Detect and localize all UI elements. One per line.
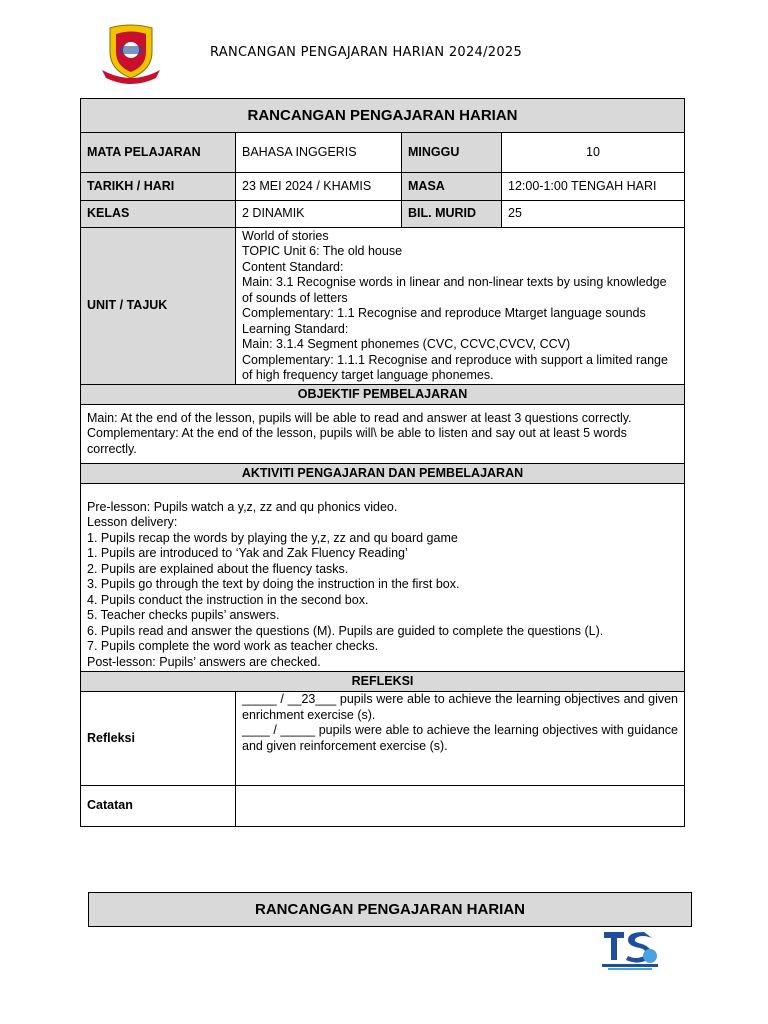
mata-pelajaran-label: MATA PELAJARAN — [81, 133, 236, 173]
kelas-label: KELAS — [81, 201, 236, 228]
catatan-value — [236, 786, 685, 827]
minggu-label: MINGGU — [402, 133, 502, 173]
unit-label: UNIT / TAJUK — [81, 228, 236, 385]
bil-murid-value: 25 — [502, 201, 685, 228]
page-header-title: RANCANGAN PENGAJARAN HARIAN 2024/2025 — [210, 45, 523, 60]
bil-murid-label: BIL. MURID — [402, 201, 502, 228]
refleksi-value — [236, 692, 685, 786]
aktiviti-header: AKTIVITI PENGAJARAN DAN PEMBELAJARAN — [81, 464, 685, 484]
lesson-plan-table — [80, 98, 685, 827]
aktiviti-value: Pre-lesson: Pupils watch a y,z, zz and qu phonics video. Lesson delivery: 1. Pupils recap the words by playing the y,z, zz and qu board game 1. Pupils are introduced to ‘Yak and Zak Fluency Reading’ 2. Pupils are explained about the fluency tasks. 3. Pupils go through the text by doing the instruction in the first box. 4. Pupils conduct the instruction in the second box. 5. Teacher checks pupils’ answers. 6. Pupils read and answer the questions (M). Pupils are guided to complete the questions (L). 7. Pupils complete the word work as teacher checks. Post-lesson: Pupils’ answers are checked. — [81, 484, 685, 672]
objektif-header: OBJEKTIF PEMBELAJARAN — [81, 385, 685, 405]
table-title: RANCANGAN PENGAJARAN HARIAN — [81, 99, 685, 133]
minggu-value: 10 — [502, 133, 685, 173]
kelas-value: 2 DINAMIK — [236, 201, 402, 228]
mata-pelajaran-value: BAHASA INGGERIS — [236, 133, 402, 173]
tarikh-value: 23 MEI 2024 / KHAMIS — [236, 173, 402, 201]
refleksi-line-1: _____ / __23___ pupils were able to achieve the learning objectives and given enrichment exercise (s). — [242, 692, 679, 722]
refleksi-label: Refleksi — [81, 692, 236, 786]
next-page-title: RANCANGAN PENGAJARAN HARIAN — [88, 892, 692, 927]
tarikh-label: TARIKH / HARI — [81, 173, 236, 201]
school-crest-icon — [98, 22, 164, 86]
catatan-label: Catatan — [81, 786, 236, 827]
masa-value: 12:00-1:00 TENGAH HARI — [502, 173, 685, 201]
ts25-logo-icon — [600, 926, 660, 972]
refleksi-header: REFLEKSI — [81, 672, 685, 692]
masa-label: MASA — [402, 173, 502, 201]
unit-value: World of stories TOPIC Unit 6: The old house Content Standard: Main: 3.1 Recognise words in linear and non-linear texts by using knowledge of sounds of letters Complementary: 1.1 Recognise and reproduce Mtarget language sounds Learning Standard: Main: 3.1.4 Segment phonemes (CVC, CCVC,CVCV, CCV) Complementary: 1.1.1 Recognise and reproduce with support a limited range of high frequency target language phonemes. — [236, 228, 685, 385]
objektif-value: Main: At the end of the lesson, pupils will be able to read and answer at least 3 questions correctly. Complementary: At the end of the lesson, pupils will\ be able to listen and say out at least 5 words correctly. — [81, 405, 685, 464]
refleksi-line-2: ____ / _____ pupils were able to achieve the learning objectives with guidance and given reinforcement exercise (s). — [242, 723, 679, 753]
